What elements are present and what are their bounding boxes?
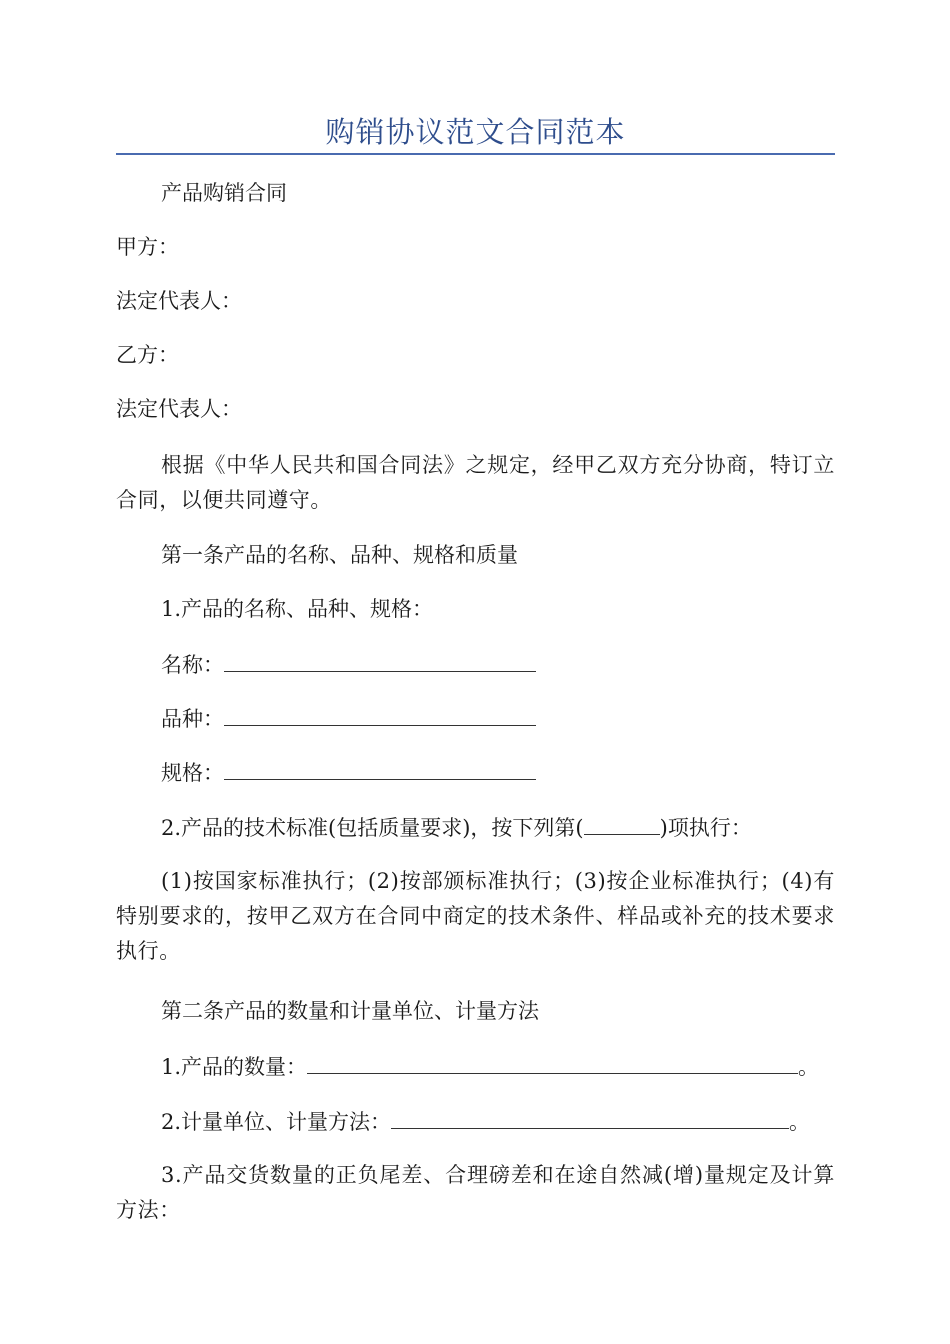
unit-field-label: 2.计量单位、计量方法：	[161, 1110, 392, 1134]
name-field-blank	[224, 647, 536, 672]
quantity-field-label: 1.产品的数量：	[161, 1055, 308, 1079]
party-b-rep-label: 法定代表人：	[116, 397, 242, 421]
article2-heading: 第二条产品的数量和计量单位、计量方法	[161, 999, 539, 1023]
preamble-paragraph: 根据《中华人民共和国合同法》之规定，经甲乙双方充分协商，特订立合同，以便共同遵守。	[116, 453, 835, 512]
variety-field-label: 品种：	[161, 707, 224, 731]
variety-field-row	[116, 701, 835, 737]
article1-item1: 1.产品的名称、品种、规格：	[161, 597, 434, 621]
quantity-field-row	[116, 1049, 835, 1085]
name-field-label: 名称：	[161, 653, 224, 677]
variety-field-blank	[224, 701, 536, 726]
article2-item3: 3.产品交货数量的正负尾差、合理磅差和在途自然减(增)量规定及计算方法：	[116, 1163, 835, 1222]
item2-option-blank	[584, 810, 660, 835]
article1-item2	[116, 810, 835, 846]
title-underline	[116, 153, 835, 155]
spec-field-blank	[224, 755, 536, 780]
unit-field-blank	[391, 1104, 789, 1129]
document-title: 购销协议范文合同范本	[325, 115, 626, 149]
quantity-field-end: 。	[798, 1055, 820, 1079]
unit-field-end: 。	[789, 1110, 811, 1134]
party-a-rep-label: 法定代表人：	[116, 289, 242, 313]
contract-subtitle: 产品购销合同	[161, 181, 287, 205]
article1-heading: 第一条产品的名称、品种、规格和质量	[161, 543, 518, 567]
standard-options-paragraph: (1)按国家标准执行；(2)按部颁标准执行；(3)按企业标准执行；(4)有特别要求的，按甲乙双方在合同中商定的技术条件、样品或补充的技术要求执行。	[116, 869, 835, 963]
item2-suffix: )项执行：	[659, 816, 752, 840]
party-b-label: 乙方：	[116, 343, 179, 367]
spec-field-label: 规格：	[161, 761, 224, 785]
spec-field-row	[116, 755, 835, 791]
party-a-label: 甲方：	[116, 235, 179, 259]
name-field-row	[116, 647, 835, 683]
unit-field-row	[116, 1104, 835, 1140]
item2-prefix: 2.产品的技术标准(包括质量要求)，按下列第(	[161, 816, 584, 840]
quantity-field-blank	[307, 1049, 798, 1074]
